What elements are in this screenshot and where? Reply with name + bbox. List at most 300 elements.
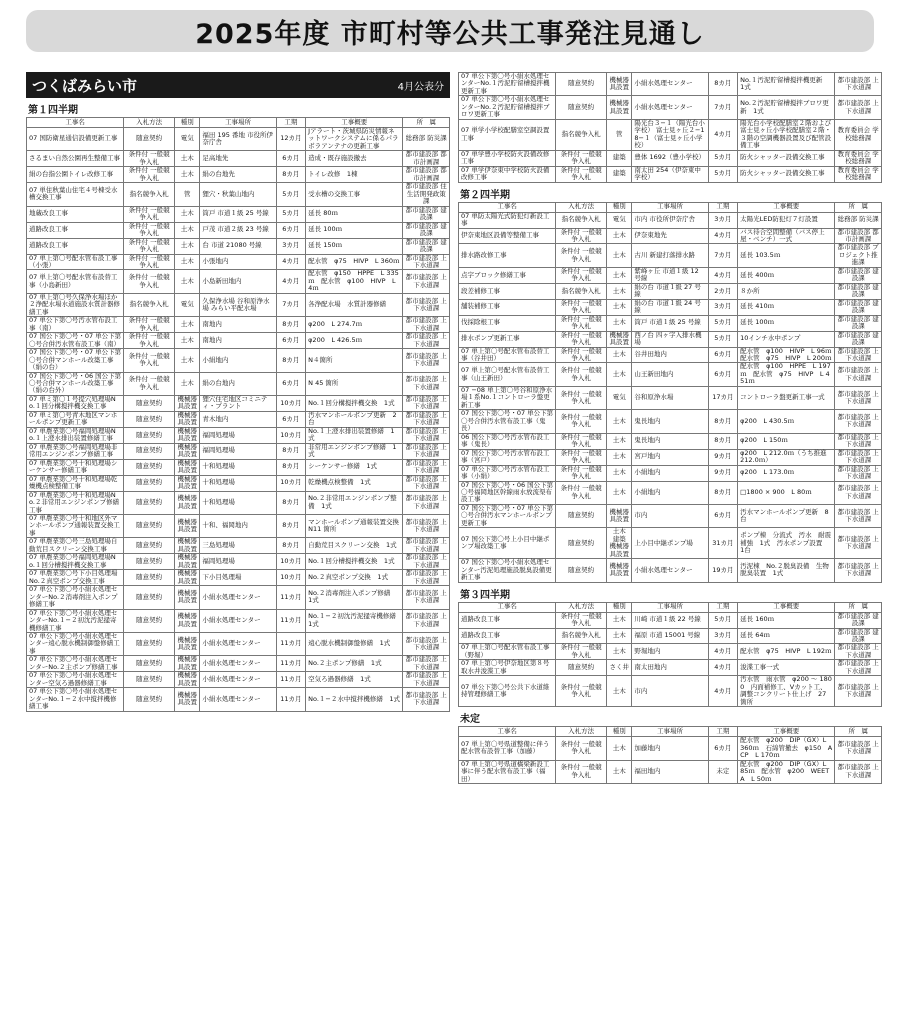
- table-row: [27, 254, 450, 270]
- project-name-cell: 07 単上第〇号配水管布設替工事（小島新田）: [27, 270, 124, 293]
- location-cell: 青木地内: [200, 411, 276, 427]
- bid-method-cell: 条件付 一般競争入札: [124, 317, 175, 333]
- department-cell: 都市建設部 上下水道課: [403, 254, 450, 270]
- column-header: 工事概要: [306, 118, 403, 128]
- table-row: [459, 465, 882, 481]
- type-cell: 土木: [175, 167, 200, 183]
- type-cell: 機械器具設置: [607, 504, 632, 527]
- type-cell: 土木: [175, 222, 200, 238]
- table-row: [459, 644, 882, 660]
- location-cell: 足高地先: [200, 151, 276, 167]
- column-header: 工事場所: [632, 727, 708, 737]
- summary-cell: コントローラ盤更新工事一式: [738, 386, 835, 409]
- location-cell: 福田 195 番地 市役所伊奈庁舎: [200, 128, 276, 151]
- summary-cell: 乾燥機点検整備 1式: [306, 475, 403, 491]
- location-cell: 小絹水処理センター: [200, 672, 276, 688]
- type-cell: 土木: [175, 317, 200, 333]
- table-row: [27, 333, 450, 349]
- page-title: 2025年度 市町村等公共工事発注見通し: [195, 18, 705, 50]
- summary-cell: 延長 103.5ｍ: [738, 244, 835, 267]
- summary-cell: 延長 410ｍ: [738, 299, 835, 315]
- department-cell: 都市建設部 上下水道課: [835, 96, 882, 119]
- projects-table: [458, 202, 882, 583]
- bid-method-cell: 条件付 一般競争入札: [124, 349, 175, 372]
- bid-method-cell: 随意契約: [124, 586, 175, 609]
- type-cell: 土木: [175, 238, 200, 254]
- department-cell: 都市建設部 上下水道課: [835, 465, 882, 481]
- bid-method-cell: 条件付 一般競争入札: [556, 644, 607, 660]
- summary-cell: 汚水マンホールポンプ更新 2台: [306, 411, 403, 427]
- quarter-heading: 第３四半期: [460, 589, 510, 601]
- bid-method-cell: 条件付 一般競争入札: [556, 363, 607, 386]
- column-header: 工事場所: [632, 202, 708, 212]
- type-cell: 機械器具設置: [607, 331, 632, 347]
- bid-method-cell: 条件付 一般競争入札: [556, 433, 607, 449]
- bid-method-cell: 随意契約: [124, 570, 175, 586]
- bid-method-cell: 随意契約: [124, 538, 175, 554]
- department-cell: 都市建設部 上下水道課: [835, 449, 882, 465]
- summary-cell: マンホールポンプ通報装置交換 N11 箇所: [306, 514, 403, 537]
- project-name-cell: 絹の台指公園トイレ改修工事: [27, 167, 124, 183]
- bid-method-cell: 随意契約: [124, 633, 175, 656]
- period-cell: 8カ月: [276, 317, 306, 333]
- period-cell: 7カ月: [708, 96, 738, 119]
- period-cell: 4カ月: [708, 644, 738, 660]
- project-name-cell: 07 単上第〇号伊奈地区第８号取水井浚渫工事: [459, 660, 556, 676]
- type-cell: 機械器具設置: [175, 586, 200, 609]
- department-cell: 総務部 防災課: [835, 212, 882, 228]
- bid-method-cell: 条件付 一般競争入札: [556, 331, 607, 347]
- summary-cell: φ200 L 274.7ｍ: [306, 317, 403, 333]
- summary-cell: トイレ改修 1棟: [306, 167, 403, 183]
- period-cell: 5カ月: [276, 206, 306, 222]
- department-cell: 都市建設部 上下水道課: [835, 676, 882, 707]
- period-cell: 12カ月: [276, 128, 306, 151]
- summary-cell: No.２非常用エンジンポンプ整備 1式: [306, 491, 403, 514]
- column-header: 工事名: [459, 602, 556, 612]
- project-name-cell: 07 国防衛星通信設備更新工事: [27, 128, 124, 151]
- table-header-row: [459, 602, 882, 612]
- project-name-cell: 07 単学伊奈東中学校防火設備改修工事: [459, 166, 556, 182]
- location-cell: 古川 新建打落排水路: [632, 244, 708, 267]
- summary-cell: 受水槽の交換工事: [306, 183, 403, 206]
- period-cell: 8カ月: [708, 433, 738, 449]
- location-cell: 谷和原浄水場: [632, 386, 708, 409]
- bid-method-cell: 条件付 一般競争入札: [124, 151, 175, 167]
- department-cell: 都市建設部 上下水道課: [403, 459, 450, 475]
- summary-cell: No.１−２初沈汚泥掻寄機修繕 1式: [306, 609, 403, 632]
- department-cell: 教育委員会 学校総務課: [835, 119, 882, 150]
- type-cell: 土木: [607, 737, 632, 760]
- summary-cell: 延長 80ｍ: [306, 206, 403, 222]
- period-cell: 6カ月: [276, 411, 306, 427]
- location-cell: 小絹地内: [200, 349, 276, 372]
- project-name-cell: 伊奈東地区設備等整備工事: [459, 228, 556, 244]
- department-cell: 都市建設部 上下水道課: [403, 554, 450, 570]
- project-name-cell: 07 国公下第〇号・06 国公下第〇号合併マンホール改築工事（絹の台外）: [27, 372, 124, 395]
- summary-cell: 延長 400ｍ: [738, 267, 835, 283]
- table-row: [27, 633, 450, 656]
- department-cell: 都市建設部 上下水道課: [835, 559, 882, 582]
- project-name-cell: 07 国公下第〇号・07 単公下第〇号合併マンホール改築工事（絹の台）: [27, 349, 124, 372]
- period-cell: 11カ月: [276, 688, 306, 711]
- table-row: [459, 737, 882, 760]
- table-row: [459, 628, 882, 644]
- bid-method-cell: 条件付 一般競争入札: [124, 167, 175, 183]
- department-cell: 都市建設部 建設課: [835, 612, 882, 628]
- type-cell: 土木: [175, 206, 200, 222]
- summary-cell: 汚水管 雨水管 φ200 〜 1800 内面補修工、Vカット工、調整コンクリート仕上げ 27 箇所: [738, 676, 835, 707]
- location-cell: 小絹水処理センター: [200, 609, 276, 632]
- summary-cell: φ200 L 173.0ｍ: [738, 465, 835, 481]
- column-header: 所 属: [403, 118, 450, 128]
- department-cell: 都市建設部 上下水道課: [403, 570, 450, 586]
- summary-cell: 空気ろ過器修繕 1式: [306, 672, 403, 688]
- project-name-cell: 道路改良工事: [27, 238, 124, 254]
- period-cell: 未定: [708, 760, 738, 783]
- project-name-cell: 道路改良工事: [459, 628, 556, 644]
- bid-method-cell: 指名競争入札: [556, 283, 607, 299]
- project-name-cell: 07 単農業第〇号十和処理場No.２非常用エンジンポンプ修繕工事: [27, 491, 124, 514]
- location-cell: 福岡処理場: [200, 443, 276, 459]
- location-cell: 絹の台 市道１級 27 号線: [632, 283, 708, 299]
- bid-method-cell: 随意契約: [124, 395, 175, 411]
- bid-method-cell: 条件付 一般競争入札: [556, 737, 607, 760]
- summary-cell: ポンプ棟 分流式 汚水 耐震補強 1式 汚水ポンプ設置 1台: [738, 528, 835, 559]
- department-cell: 都市建設部 都市計画課: [835, 228, 882, 244]
- projects-table: [458, 72, 882, 183]
- column-header: 工期: [276, 118, 306, 128]
- location-cell: 鬼長地内: [632, 410, 708, 433]
- period-cell: 4カ月: [708, 267, 738, 283]
- summary-cell: φ200 L 212.0ｍ（うち推進 212.0ｍ）: [738, 449, 835, 465]
- location-cell: 十和処理場: [200, 491, 276, 514]
- summary-cell: φ200 L 150ｍ: [738, 433, 835, 449]
- type-cell: 機械器具設置: [175, 395, 200, 411]
- location-cell: 小絹水処理センター: [200, 656, 276, 672]
- type-cell: 土木: [607, 449, 632, 465]
- summary-cell: φ200 L 426.5ｍ: [306, 333, 403, 349]
- type-cell: 土木: [607, 363, 632, 386]
- department-cell: 都市建設部 上下水道課: [835, 760, 882, 783]
- bid-method-cell: 随意契約: [556, 528, 607, 559]
- location-cell: 南太田地内: [632, 660, 708, 676]
- bid-method-cell: 条件付 一般競争入札: [556, 449, 607, 465]
- type-cell: 機械器具設置: [175, 672, 200, 688]
- table-row: [27, 688, 450, 711]
- location-cell: 筒戸 市道１級 25 号線: [632, 315, 708, 331]
- summary-cell: 汚水マンホールポンプ更新 8台: [738, 504, 835, 527]
- type-cell: 電気: [607, 212, 632, 228]
- project-name-cell: 07 単ミ第〇号青木地区マンホールポンプ更新工事: [27, 411, 124, 427]
- location-cell: 小絹水処理センター: [632, 73, 708, 96]
- bid-method-cell: 随意契約: [124, 128, 175, 151]
- project-name-cell: 07 単農業第〇号福岡処理場No.１上澄水排出装置修繕工事: [27, 427, 124, 443]
- bid-method-cell: 条件付 一般競争入札: [556, 465, 607, 481]
- table-row: [27, 538, 450, 554]
- department-cell: 教育委員会 学校総務課: [835, 166, 882, 182]
- project-name-cell: 07 単公下第〇号小絹水処理センターNo.１−２水中撹拌機修繕工事: [27, 688, 124, 711]
- department-cell: 都市建設部 建設課: [835, 283, 882, 299]
- department-cell: 都市建設部 建設課: [403, 206, 450, 222]
- bid-method-cell: 条件付 一般競争入札: [556, 228, 607, 244]
- project-name-cell: 07 単公下第〇号小絹水処理センターNo.２汚泥貯留槽撹拌ブロワ更新工事: [459, 96, 556, 119]
- department-cell: 都市建設部 上下水道課: [403, 514, 450, 537]
- summary-cell: 延長 160ｍ: [738, 612, 835, 628]
- period-cell: 4カ月: [708, 660, 738, 676]
- period-cell: 11カ月: [276, 586, 306, 609]
- period-cell: 5カ月: [276, 183, 306, 206]
- type-cell: 土木: [607, 244, 632, 267]
- table-row: [459, 244, 882, 267]
- project-name-cell: 07 単公下第〇号汚水管布設工事（小絹）: [459, 465, 556, 481]
- period-cell: 5カ月: [708, 150, 738, 166]
- table-row: [459, 150, 882, 166]
- type-cell: 機械器具設置: [175, 688, 200, 711]
- type-cell: 土木: [607, 644, 632, 660]
- type-cell: 土木 建築 機械器具設置: [607, 528, 632, 559]
- city-name: つくばみらい市: [32, 76, 138, 95]
- type-cell: 建築: [607, 166, 632, 182]
- project-name-cell: 07 単上第〇号配水管布設替工事（山王新田）: [459, 363, 556, 386]
- period-cell: 10カ月: [276, 427, 306, 443]
- bid-method-cell: 随意契約: [124, 672, 175, 688]
- column-header: 工事名: [459, 727, 556, 737]
- projects-table: [26, 117, 450, 712]
- column-header: 工期: [708, 202, 738, 212]
- bid-method-cell: 随意契約: [124, 411, 175, 427]
- type-cell: 土木: [175, 254, 200, 270]
- project-name-cell: 07 単公下第〇号小絹水処理センターNo.１汚泥貯留槽撹拌機更新工事: [459, 73, 556, 96]
- project-name-cell: 07 単公下第〇号汚水管布設工事（南）: [27, 317, 124, 333]
- type-cell: 土木: [607, 283, 632, 299]
- location-cell: 伊奈東地先: [632, 228, 708, 244]
- type-cell: 機械器具設置: [175, 538, 200, 554]
- project-name-cell: 07 単防太陽光式防犯灯新設工事: [459, 212, 556, 228]
- bid-method-cell: 随意契約: [556, 96, 607, 119]
- project-name-cell: 07 単上第〇号配水管布設工事（小張）: [27, 254, 124, 270]
- department-cell: 都市建設部 上下水道課: [835, 73, 882, 96]
- column-header: 所 属: [835, 602, 882, 612]
- period-cell: 5カ月: [708, 612, 738, 628]
- department-cell: 都市建設部 上下水道課: [835, 737, 882, 760]
- period-cell: 9カ月: [708, 449, 738, 465]
- location-cell: 絹の台 市道１級 24 号線: [632, 299, 708, 315]
- bid-method-cell: 随意契約: [124, 514, 175, 537]
- type-cell: 土木: [607, 481, 632, 504]
- summary-cell: No.１回分槽撹拌機交換 1式: [306, 554, 403, 570]
- period-cell: 8カ月: [276, 538, 306, 554]
- summary-cell: No.２真空ポンプ交換 1式: [306, 570, 403, 586]
- type-cell: 土木: [607, 465, 632, 481]
- project-name-cell: 07 単農業第〇号下小目処理場No.２真空ポンプ交換工事: [27, 570, 124, 586]
- project-name-cell: 07 単公下第〇号公共下水道維持管理修繕工事: [459, 676, 556, 707]
- period-cell: 8カ月: [708, 410, 738, 433]
- summary-cell: No.２主ポンプ修繕 1式: [306, 656, 403, 672]
- summary-cell: 非常用エンジンポンプ修繕 1式: [306, 443, 403, 459]
- publication-date: 4月公表分: [397, 81, 444, 93]
- summary-cell: No.１−２水中撹拌機修繕 1式: [306, 688, 403, 711]
- period-cell: 4カ月: [276, 270, 306, 293]
- department-cell: 都市建設部 上下水道課: [403, 317, 450, 333]
- summary-cell: 配水管 φ75 HIVP L 192ｍ: [738, 644, 835, 660]
- type-cell: 機械器具設置: [175, 459, 200, 475]
- type-cell: 土木: [607, 433, 632, 449]
- bid-method-cell: 条件付 一般競争入札: [556, 150, 607, 166]
- location-cell: 市内 市役所伊奈庁舎: [632, 212, 708, 228]
- bid-method-cell: 条件付 一般競争入札: [556, 612, 607, 628]
- period-cell: 5カ月: [708, 315, 738, 331]
- bid-method-cell: 指名競争入札: [556, 119, 607, 150]
- bid-method-cell: 随意契約: [124, 443, 175, 459]
- department-cell: 都市建設部 上下水道課: [403, 372, 450, 395]
- type-cell: 機械器具設置: [175, 514, 200, 537]
- period-cell: 3カ月: [708, 628, 738, 644]
- bid-method-cell: 条件付 一般競争入札: [124, 238, 175, 254]
- table-row: [459, 612, 882, 628]
- project-name-cell: 07 単公下第〇号小絹水処理センター空気ろ過器修繕工事: [27, 672, 124, 688]
- project-name-cell: 伐採除根工事: [459, 315, 556, 331]
- period-cell: 6カ月: [276, 222, 306, 238]
- project-name-cell: 07 国公下第〇号・07 単公下第〇号合併汚水マンホールポンプ更新工事: [459, 504, 556, 527]
- project-name-cell: 07 単農業第〇号福岡処理場非常用エンジンポンプ修繕工事: [27, 443, 124, 459]
- period-cell: 4カ月: [708, 228, 738, 244]
- project-name-cell: 07 国公下第〇号小絹水処理センター汚泥処理施設脱臭設備更新工事: [459, 559, 556, 582]
- column-header: 工事概要: [738, 202, 835, 212]
- department-cell: 都市建設部 上下水道課: [403, 443, 450, 459]
- department-cell: 都市建設部 上下水道課: [403, 672, 450, 688]
- column-header: 工事名: [27, 118, 124, 128]
- summary-cell: シーケンサー修繕 1式: [306, 459, 403, 475]
- table-row: [27, 411, 450, 427]
- table-row: [27, 554, 450, 570]
- project-name-cell: 07 単ミ第〇１号提穴処理場No.１回分構撹拌機交換工事: [27, 395, 124, 411]
- department-cell: 都市建設部 建設課: [403, 222, 450, 238]
- summary-cell: 防火シャッター設備交換工事: [738, 166, 835, 182]
- type-cell: 機械器具設置: [175, 570, 200, 586]
- type-cell: 土木: [607, 760, 632, 783]
- period-cell: 4カ月: [708, 676, 738, 707]
- type-cell: 電気: [607, 386, 632, 409]
- location-cell: 宮戸地内: [632, 449, 708, 465]
- summary-cell: 各浄配水場 水質計器修繕: [306, 293, 403, 316]
- location-cell: 山王新田地内: [632, 363, 708, 386]
- location-cell: 南地内: [200, 333, 276, 349]
- period-cell: 3カ月: [708, 299, 738, 315]
- table-row: [27, 427, 450, 443]
- bid-method-cell: 指名競争入札: [556, 628, 607, 644]
- type-cell: 土木: [175, 372, 200, 395]
- project-name-cell: 排水ポンプ更新工事: [459, 331, 556, 347]
- bid-method-cell: 随意契約: [556, 73, 607, 96]
- column-header: 工事場所: [632, 602, 708, 612]
- quarter-heading: 未定: [460, 714, 480, 726]
- bid-method-cell: 条件付 一般競争入札: [124, 206, 175, 222]
- period-cell: 5カ月: [708, 166, 738, 182]
- column-header: 工事概要: [738, 727, 835, 737]
- location-cell: 野堀地内: [632, 644, 708, 660]
- department-cell: 都市建設部 上下水道課: [835, 644, 882, 660]
- summary-cell: 造成・既存施設撤去: [306, 151, 403, 167]
- summary-cell: 浚渫工事一式: [738, 660, 835, 676]
- type-cell: 機械器具設置: [175, 491, 200, 514]
- department-cell: 都市建設部 上下水道課: [403, 395, 450, 411]
- department-cell: 都市建設部 上下水道課: [835, 410, 882, 433]
- period-cell: 3カ月: [276, 238, 306, 254]
- summary-cell: 防火シャッター設備交換工事: [738, 150, 835, 166]
- table-row: [27, 183, 450, 206]
- period-cell: 10カ月: [276, 395, 306, 411]
- department-cell: 都市建設部 上下水道課: [403, 270, 450, 293]
- department-cell: 都市建設部 上下水道課: [403, 538, 450, 554]
- period-cell: 6カ月: [708, 347, 738, 363]
- summary-cell: 配水管 φ200 DIP（GX）L 85ｍ 配水管 φ200 WEETA L 50ｍ: [738, 760, 835, 783]
- project-name-cell: 07 国公下第〇号上小目中継ポンプ場改築工事: [459, 528, 556, 559]
- project-name-cell: 07 単上第〇号配水管布設工事（野堀）: [459, 644, 556, 660]
- type-cell: 機械器具設置: [175, 427, 200, 443]
- type-cell: 電気: [175, 293, 200, 316]
- period-cell: 10カ月: [276, 475, 306, 491]
- type-cell: 土木: [607, 676, 632, 707]
- type-cell: 土木: [607, 612, 632, 628]
- type-cell: 機械器具設置: [175, 475, 200, 491]
- project-name-cell: 07 国公下第〇号汚水管布設工事（宮戸）: [459, 449, 556, 465]
- summary-cell: 10インチ水中ポンプ: [738, 331, 835, 347]
- column-header: 入札方法: [556, 602, 607, 612]
- department-cell: 都市建設部 上下水道課: [835, 504, 882, 527]
- column-header: 種別: [607, 727, 632, 737]
- summary-cell: 汚泥棟 No.２脱臭設備 生物脱臭装置 1式: [738, 559, 835, 582]
- table-row: [459, 660, 882, 676]
- department-cell: 都市建設部 上下水道課: [403, 349, 450, 372]
- type-cell: 機械器具設置: [175, 609, 200, 632]
- bid-method-cell: 条件付 一般競争入札: [556, 481, 607, 504]
- department-cell: 都市建設部 上下水道課: [403, 475, 450, 491]
- type-cell: 機械器具設置: [607, 96, 632, 119]
- location-cell: 狸穴・秋葉山地内: [200, 183, 276, 206]
- period-cell: 8カ月: [276, 459, 306, 475]
- summary-cell: No.２汚泥貯留槽撹拌ブロワ更新 1式: [738, 96, 835, 119]
- bid-method-cell: 随意契約: [124, 427, 175, 443]
- project-name-cell: 07 単上第〇号県道整備に伴う配水管布設替工事（加藤）: [459, 737, 556, 760]
- table-row: [27, 151, 450, 167]
- right-body: [458, 72, 882, 784]
- project-name-cell: 07 単住秋葉山住宅４号棟受水槽交換工事: [27, 183, 124, 206]
- period-cell: 6カ月: [276, 151, 306, 167]
- bid-method-cell: 随意契約: [124, 475, 175, 491]
- project-name-cell: 07 単公下第〇号小絹水処理センター遠心脱水機制御盤修繕工事: [27, 633, 124, 656]
- department-cell: 都市建設部 都市計画課: [403, 167, 450, 183]
- table-row: [459, 386, 882, 409]
- column-header: 種別: [607, 202, 632, 212]
- bid-method-cell: 条件付 一般競争入札: [556, 299, 607, 315]
- quarter-heading: 第２四半期: [460, 189, 510, 201]
- summary-cell: ８か所: [738, 283, 835, 299]
- location-cell: 福岡処理場: [200, 554, 276, 570]
- location-cell: 福原 市道 15001 号線: [632, 628, 708, 644]
- period-cell: 10カ月: [276, 554, 306, 570]
- location-cell: 谷井田地内: [632, 347, 708, 363]
- column-header: 入札方法: [556, 727, 607, 737]
- bid-method-cell: 条件付 一般競争入札: [124, 372, 175, 395]
- right-column: [458, 72, 882, 1006]
- table-header-row: [459, 202, 882, 212]
- column-header: 入札方法: [556, 202, 607, 212]
- bid-method-cell: 条件付 一般競争入札: [556, 267, 607, 283]
- project-name-cell: 舗装補修工事: [459, 299, 556, 315]
- period-cell: 8カ月: [276, 349, 306, 372]
- department-cell: 都市建設部 上下水道課: [835, 386, 882, 409]
